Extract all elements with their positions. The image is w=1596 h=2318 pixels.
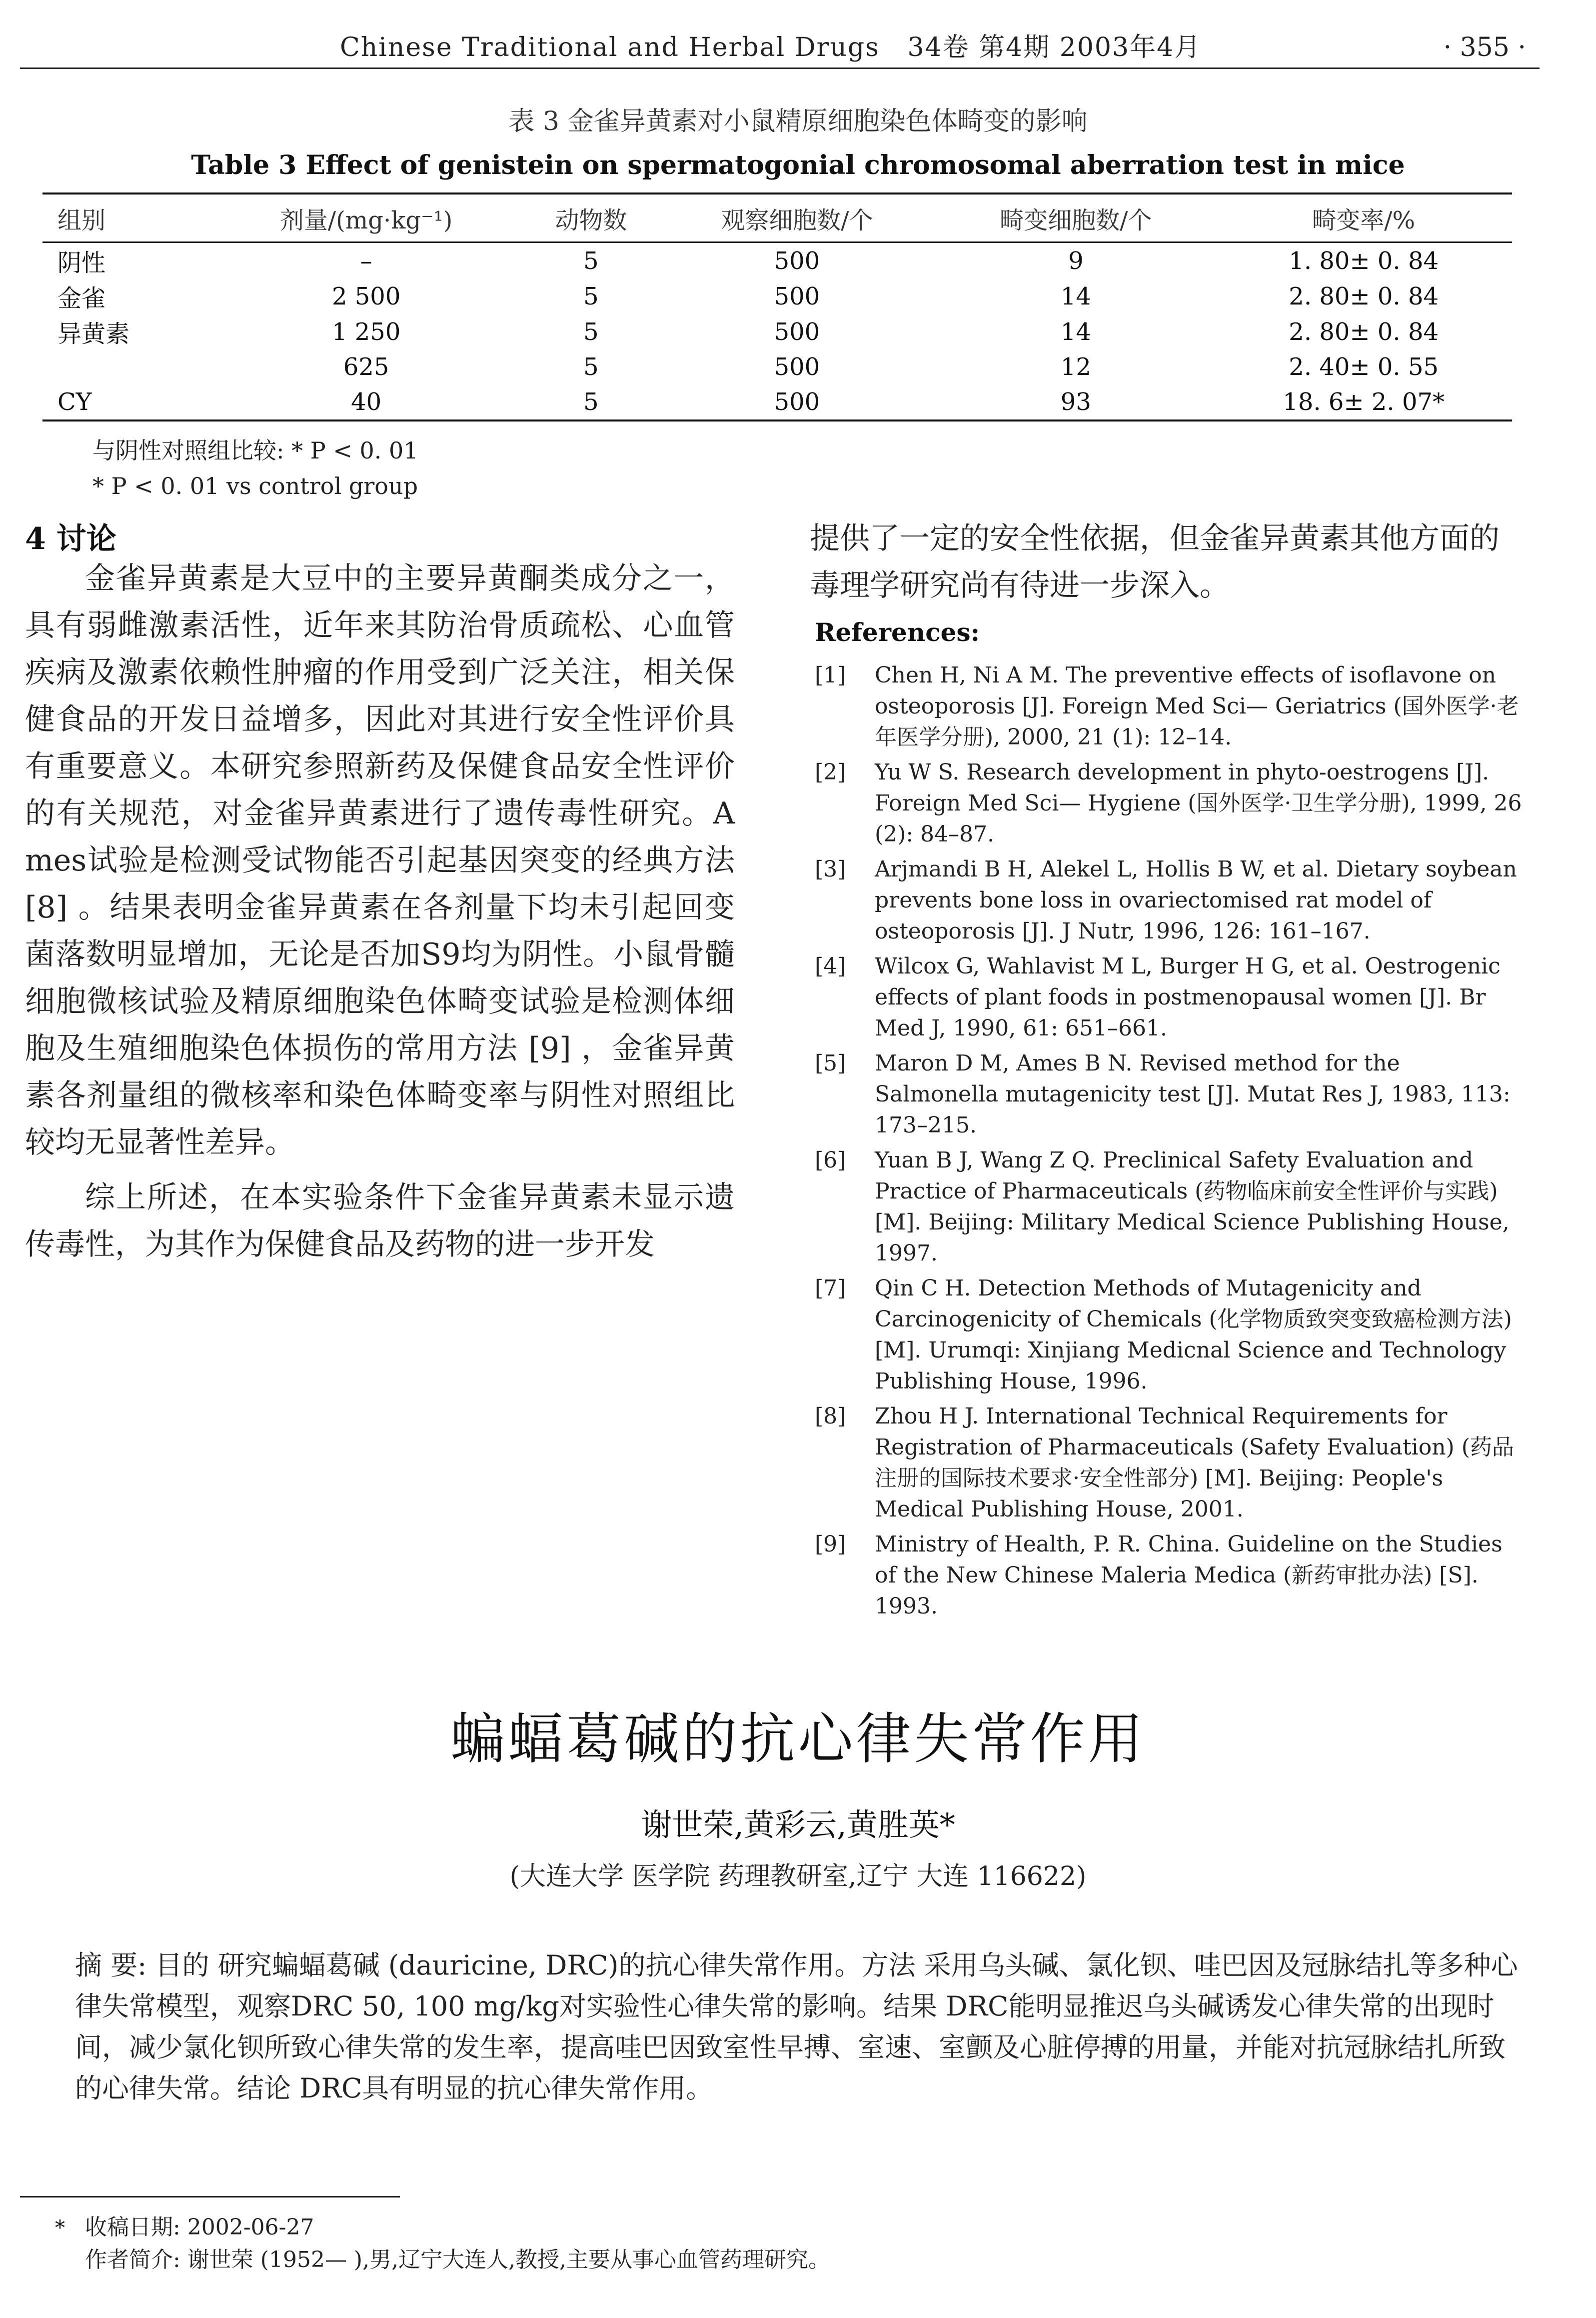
footnote-author-bio: 作者简介: 谢世荣 (1952— ),男,辽宁大连人,教授,主要从事心血管药理研究。	[85, 2247, 831, 2272]
reference-number: [3]	[815, 856, 846, 882]
table-cell: 40	[351, 388, 382, 416]
reference-item	[815, 660, 1530, 753]
article-affiliation: (大连大学 医学院 药理教研室,辽宁 大连 116622)	[509, 1862, 1087, 1892]
header-rule	[20, 68, 1540, 69]
reference-item	[815, 1273, 1530, 1397]
table-header-cell: 组别	[57, 206, 106, 234]
table-header-cell: 观察细胞数/个	[721, 206, 873, 234]
body-paragraph: 金雀异黄素是大豆中的主要异黄酮类成分之一，具有弱雌激素活性，近年来其防治骨质疏松、心血管疾病及激素依赖性肿瘤的作用受到广泛关注，相关保健食品的开发日益增多，因此对其进行安全性评价具有重要意义。本研究参照新药及保健食品安全性评价的有关规范，对金雀异黄素进行了遗传毒性研究。Ames试验是检测受试物能否引起基因突变的经典方法 [8] 。结果表明金雀异黄素在各剂量下均未引起回变菌落数明显增加，无论是否加S9均为阴性。小鼠骨髓细胞微核试验及精原细胞染色体畸变试验是检测体细胞及生殖细胞染色体损伤的常用方法 [9] ，金雀异黄素各剂量组的微核率和染色体畸变率与阴性对照组比较均无显著性差异。	[25, 561, 735, 1160]
reference-number: [2]	[815, 760, 846, 785]
reference-number: [1]	[815, 662, 846, 688]
table-cell: 18. 6± 2. 07*	[1283, 388, 1445, 416]
reference-number: [5]	[815, 1050, 846, 1076]
references-list	[815, 660, 1530, 1626]
table-cell: 500	[774, 388, 820, 416]
table-cell: 阴性	[57, 249, 106, 277]
footnote-rule	[20, 2196, 400, 2198]
article-authors: 谢世荣,黄彩云,黄胜英*	[641, 1806, 955, 1843]
discussion-continuation: 提供了一定的安全性依据，但金雀异黄素其他方面的毒理学研究尚有待进一步深入。	[810, 521, 1500, 603]
footnote-mark: *	[55, 2216, 65, 2240]
reference-text: Arjmandi B H, Alekel L, Hollis B W, et al. Dietary soybean prevents bone loss in ovariectomised rat model of osteoporosis [J]. J Nutr, 1996, 126: 161–167.	[875, 856, 1517, 944]
table-header-row	[42, 194, 1512, 242]
table-row	[42, 384, 1512, 420]
table-caption-en: Table 3 Effect of genistein on spermatogonial chromosomal aberration test in mice	[191, 150, 1405, 180]
section-heading: 4 讨论	[25, 522, 116, 556]
reference-item	[815, 1401, 1530, 1525]
reference-item	[815, 1145, 1530, 1269]
reference-item	[815, 951, 1530, 1044]
table-row	[42, 242, 1512, 279]
reference-number: [6]	[815, 1148, 846, 1173]
reference-text: Qin C H. Detection Methods of Mutagenicity and Carcinogenicity of Chemicals (化学物质致突变致癌检测方法) [M]. Urumqi: Xinjiang Medicnal Science and Technology Publishing House, 1996.	[875, 1276, 1512, 1394]
table-note-cn: 与阴性对照组比较: * P < 0. 01	[92, 437, 418, 464]
table-cell: 1 250	[331, 318, 401, 346]
table-cell: 14	[1060, 282, 1091, 310]
reference-item	[815, 854, 1530, 947]
reference-text: Chen H, Ni A M. The preventive effects of isoflavone on osteoporosis [J]. Foreign Med Sci— Geriatrics (国外医学·老年医学分册), 2000, 21 (1): 12–14.	[875, 662, 1519, 750]
references-heading: References:	[815, 618, 980, 647]
reference-item	[815, 1529, 1530, 1622]
reference-number: [7]	[815, 1276, 846, 1301]
reference-text: Zhou H J. International Technical Requirements for Registration of Pharmaceuticals (Safety Evaluation) (药品注册的国际技术要求·安全性部分) [M]. Beijing: People's Medical Publishing House, 2001.	[875, 1404, 1514, 1522]
journal-title: Chinese Traditional and Herbal Drugs 34卷 第4期 2003年4月	[340, 32, 1202, 62]
table-cell: 500	[774, 246, 820, 275]
table-cell: 2. 80± 0. 84	[1289, 282, 1439, 310]
table-cell: 500	[774, 353, 820, 381]
table-cell: 2 500	[331, 282, 401, 310]
footnote-received: 收稿日期: 2002-06-27	[85, 2214, 314, 2240]
reference-text: Wilcox G, Wahlavist M L, Burger H G, et al. Oestrogenic effects of plant foods in postmenopausal women [J]. Br Med J, 1990, 61: 651–661.	[875, 954, 1501, 1041]
table-cell: –	[360, 246, 372, 275]
table-cell: 93	[1060, 388, 1091, 416]
table-cell: 500	[774, 282, 820, 310]
table-cell: 14	[1060, 318, 1091, 346]
table-note-en: * P < 0. 01 vs control group	[92, 472, 418, 500]
table-cell: CY	[57, 388, 92, 416]
table-cell: 2. 80± 0. 84	[1289, 318, 1439, 346]
table-cell	[42, 350, 208, 384]
table-cell: 5	[583, 246, 599, 275]
table-row	[42, 278, 1512, 314]
table-cell: 金雀	[57, 284, 106, 312]
table-cell: 5	[583, 318, 599, 346]
table-cell: 5	[583, 282, 599, 310]
table-caption-cn: 表 3 金雀异黄素对小鼠精原细胞染色体畸变的影响	[508, 106, 1088, 136]
table-header-cell: 畸变率/%	[1312, 206, 1416, 234]
discussion-body	[25, 555, 735, 1268]
table-cell: 1. 80± 0. 84	[1289, 246, 1439, 275]
body-paragraph: 综上所述，在本实验条件下金雀异黄素未显示遗传毒性，为其作为保健食品及药物的进一步开发	[25, 1180, 735, 1262]
reference-number: [4]	[815, 954, 846, 979]
reference-number: [9]	[815, 1532, 846, 1557]
reference-number: [8]	[815, 1404, 846, 1429]
reference-text: Yuan B J, Wang Z Q. Preclinical Safety Evaluation and Practice of Pharmaceuticals (药物临床前安全性评价与实践) [M]. Beijing: Military Medical Science Publishing House, 1997.	[875, 1148, 1510, 1266]
table-cell: 5	[583, 388, 599, 416]
table-row	[42, 314, 1512, 350]
table-cell: 625	[343, 353, 389, 381]
table-header-cell: 剂量/(mg·kg⁻¹)	[279, 206, 453, 234]
table-cell: 9	[1068, 246, 1084, 275]
table-cell: 2. 40± 0. 55	[1289, 353, 1439, 381]
reference-item	[815, 757, 1530, 850]
reference-text: Yu W S. Research development in phyto-oestrogens [J]. Foreign Med Sci— Hygiene (国外医学·卫生学分册), 1999, 26 (2): 84–87.	[875, 760, 1522, 847]
table-cell: 12	[1060, 353, 1091, 381]
table-header-cell: 动物数	[555, 206, 627, 234]
table-row	[42, 350, 1512, 384]
table-cell: 异黄素	[57, 320, 130, 348]
table-cell: 5	[583, 353, 599, 381]
article-title: 蝙蝠葛碱的抗心律失常作用	[450, 1707, 1146, 1771]
reference-item	[815, 1048, 1530, 1141]
running-head	[0, 25, 1596, 70]
reference-text: Ministry of Health, P. R. China. Guideline on the Studies of the New Chinese Maleria Medica (新药审批办法) [S]. 1993.	[875, 1532, 1503, 1619]
table-cell: 500	[774, 318, 820, 346]
article-abstract: 摘 要: 目的 研究蝙蝠葛碱 (dauricine, DRC)的抗心律失常作用。方法 采用乌头碱、氯化钡、哇巴因及冠脉结扎等多种心律失常模型，观察DRC 50, 100 mg/kg对实验性心律失常的影响。结果 DRC能明显推迟乌头碱诱发心律失常的出现时间，减少氯化钡所致心律失常的发生率，提高哇巴因致室性早搏、室速、室颤及心脏停搏的用量，并能对抗冠脉结扎所致的心律失常。结论 DRC具有明显的抗心律失常作用。	[75, 1950, 1518, 2104]
table-header-cell: 畸变细胞数/个	[1000, 206, 1152, 234]
page-number: · 355 ·	[1443, 32, 1526, 62]
results-table	[42, 192, 1512, 422]
reference-text: Maron D M, Ames B N. Revised method for the Salmonella mutagenicity test [J]. Mutat Res J, 1983, 113: 173–215.	[875, 1050, 1511, 1138]
